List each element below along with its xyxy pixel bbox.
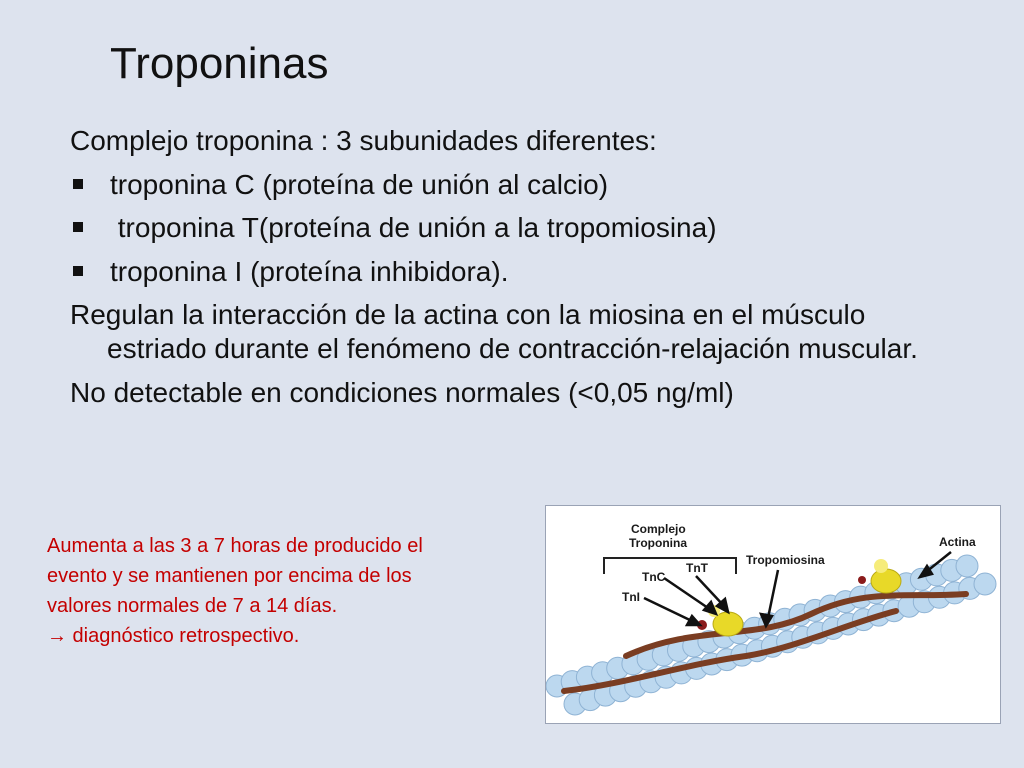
note-line: → diagnóstico retrospectivo.: [47, 625, 300, 647]
note-line: Aumenta a las 3 a 7 horas de producido el: [47, 535, 423, 557]
subunit-list: [70, 168, 970, 289]
list-item: [70, 211, 970, 245]
actin-bead: [974, 573, 996, 595]
troponin-figure: [545, 505, 1001, 724]
bullet-text: troponina C (proteína de unión al calcio): [110, 168, 609, 200]
square-bullet-icon: [73, 222, 83, 232]
tni-label: TnI: [622, 590, 640, 604]
tropomiosina-arrow: [768, 570, 778, 618]
complex-bracket: [604, 558, 736, 574]
note-line: evento y se mantienen por encima de los: [47, 565, 412, 587]
note-line: valores normales de 7 a 14 días.: [47, 595, 338, 617]
bullet-text: troponina I (proteína inhibidora).: [110, 255, 509, 287]
regulation-text: Regulan la interacción de la actina con la miosina en el músculo estriado durante el fenómeno de contracción-relajación muscular.: [70, 299, 918, 364]
arrowhead-icon: [687, 616, 700, 625]
actin-bead: [956, 555, 978, 577]
complex-label-line1: Complejo: [631, 522, 686, 536]
tnt-label: TnT: [686, 561, 708, 575]
red-note: [47, 531, 542, 651]
bullet-text: troponina T(proteína de unión a la tropomiosina): [110, 212, 717, 244]
tropomiosina-label: Tropomiosina: [746, 553, 825, 567]
square-bullet-icon: [73, 266, 83, 276]
slide-title: Troponinas: [110, 39, 329, 88]
list-item: [70, 168, 970, 202]
square-bullet-icon: [73, 179, 83, 189]
actin-filament: [546, 555, 996, 715]
complex-label-line2: Troponina: [629, 536, 687, 550]
thin-filament-diagram: [546, 506, 1000, 723]
list-item: [70, 255, 970, 289]
slide-body: [70, 124, 970, 419]
tni-dot-2: [858, 576, 866, 584]
tnc-highlight-2: [874, 559, 888, 573]
actina-label: Actina: [939, 535, 976, 549]
detection-text: No detectable en condiciones normales (<0,05 ng/ml): [70, 376, 734, 408]
arrowhead-icon: [704, 602, 716, 614]
intro-text: Complejo troponina : 3 subunidades diferentes:: [70, 125, 657, 156]
tni-arrow: [644, 598, 694, 622]
tnc-label: TnC: [642, 570, 666, 584]
tnc-blob-2: [871, 569, 901, 593]
